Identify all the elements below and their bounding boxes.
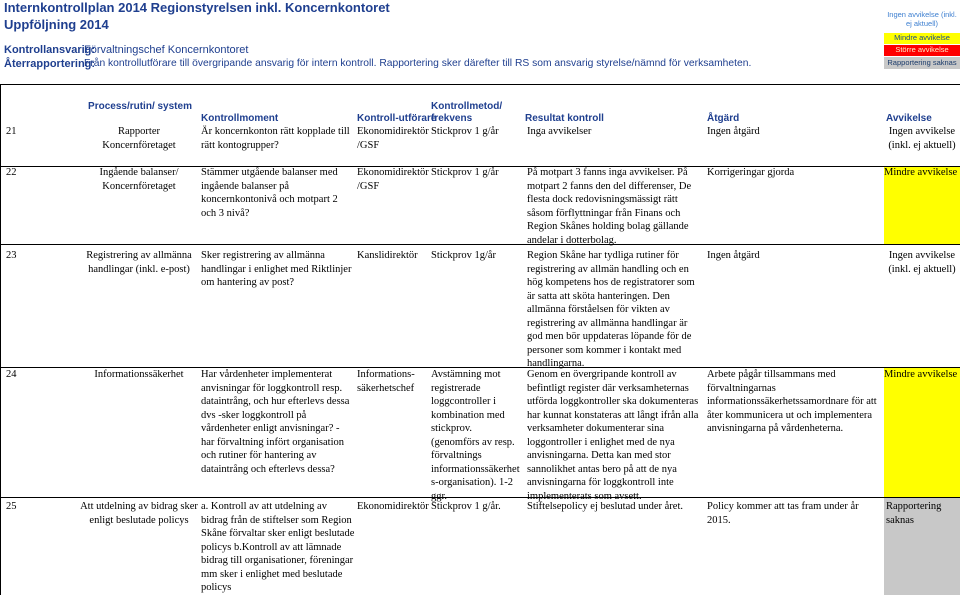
row-metod: Stickprov 1 g/år. [431, 501, 501, 512]
row-utforare: Kanslidirektör [357, 250, 418, 261]
legend-missing-report: Rapportering saknas [884, 57, 960, 69]
row-process: Att utdelning av bidrag sker enligt beslutade policys [80, 501, 198, 526]
row-utforare: Ekonomidirektör /GSF [357, 167, 429, 192]
row-avvikelse: Mindre avvikelse [884, 369, 958, 380]
row-moment: Stämmer utgående balanser med ingående balanser på koncernkontonivå och motpart 2 och 3 nivå? [201, 167, 338, 219]
col-header-utforare: Kontroll-utförare [357, 113, 437, 124]
row-resultat: Genom en övergripande kontroll av befintligt register där verksamheternas utförda loggkontroller ska dokumenteras har kunnat konstateras att långt ifrån alla verksamheter dokumenterar sina loggontroller i enlighet med de nya anvisningarna. Detta kan med stor sannolikhet antas bero på att de nya anvisningarna för loggkontroll inte implementerats som avsett. [527, 369, 699, 502]
row-avvikelse: Rapportering saknas [886, 501, 942, 526]
row-metod: Stickprov 1 g/år [431, 167, 499, 178]
row-utforare: Ekonomidirektör [357, 501, 429, 512]
ansvarig-label: Kontrollansvarig: [4, 44, 96, 56]
row-process: Rapporter Koncernföretaget [102, 126, 176, 151]
row-number: 25 [6, 501, 17, 512]
row-resultat: Inga avvikelser [527, 126, 592, 137]
row-process: Informationssäkerhet [94, 369, 184, 380]
ansvarig-value: Förvaltningschef Koncernkontoret [84, 44, 249, 56]
grid-left-border [0, 84, 1, 595]
row-number: 22 [6, 167, 17, 178]
col-header-atgard: Åtgärd [707, 113, 740, 124]
row-avvikelse: Ingen avvikelse (inkl. ej aktuell) [888, 250, 956, 275]
row-resultat: Region Skåne har tydliga rutiner för registrering av allmän handling och en hög kompetens hos de registratorer som är satta att sköta hanteringen. Den allmänna förståelsen för vikten av registrering av allmänna handlingar är god men bör uppdateras löpande för de personer som kommer i kontakt med handlingarna. [527, 250, 695, 369]
row-number: 24 [6, 369, 17, 380]
legend-no-deviation: Ingen avvikelse (inkl. ej aktuell) [884, 10, 960, 31]
row-utforare: Ekonomidirektör /GSF [357, 126, 429, 151]
row-avvikelse: Ingen avvikelse (inkl. ej aktuell) [888, 126, 956, 151]
grid-top-border [0, 84, 960, 85]
row-atgard: Arbete pågår tillsammans med förvaltningarnas informationssäkerhetssamordnare för att åter kommunicera ut och implementera anvisningarna på vårdenheterna. [707, 369, 877, 434]
grid-row-divider [0, 244, 960, 245]
row-atgard: Policy kommer att tas fram under år 2015. [707, 501, 859, 526]
rapport-value: Från kontrollutförare till övergripande ansvarig för intern kontroll. Rapportering sker därefter till RS som ansvarig styrelse/nämnd för verksamheten. [84, 58, 752, 69]
row-metod: Stickprov 1g/år [431, 250, 497, 261]
row-utforare: Informations-säkerhetschef [357, 369, 415, 394]
row-atgard: Ingen åtgärd [707, 126, 760, 137]
row-atgard: Korrigeringar gjorda [707, 167, 795, 178]
row-moment: Sker registrering av allmänna handlingar i enlighet med Riktlinjer om hantering av post? [201, 250, 352, 288]
row-resultat: Stiftelsepolicy ej beslutad under året. [527, 501, 683, 512]
row-moment: a. Kontroll av att utdelning av bidrag från de stiftelser som Region Skåne förvaltar sker enligt beslutade policys b.Kontroll av att lämnade bidrag till organisationer, föreningar mm sker i enlighet med beslutade policys [201, 501, 355, 593]
row-moment: Har vårdenheter implementerat anvisningar för loggkontroll resp. dataintrång, och hur efterlevs dessa dvs -sker loggkontroll på vårdenheter enligt anvisningar? - har förvaltning infört organisation och rutiner för hantering av dataintrång och efterlevs dessa? [201, 369, 350, 475]
col-header-process: Process/rutin/ system [88, 101, 192, 112]
document-title: Internkontrollplan 2014 Regionstyrelsen inkl. Koncernkontoret [4, 0, 390, 15]
row-process: Registrering av allmänna handlingar (inkl. e-post) [86, 250, 192, 275]
legend-major-deviation: Större avvikelse [884, 45, 960, 56]
row-metod: Avstämning mot registrerade loggcontroller i kombination med stickprov. (genomförs av resp. förvaltnings informationssäkerhet s-organisation). 1-2 ggr. [431, 369, 520, 502]
row-metod: Stickprov 1 g/år [431, 126, 499, 137]
row-process: Ingående balanser/ Koncernföretaget [99, 167, 179, 192]
document-subtitle: Uppföljning 2014 [4, 17, 109, 32]
col-header-avvikelse: Avvikelse [886, 113, 932, 124]
col-header-moment: Kontrollmoment [201, 113, 279, 124]
row-avvikelse: Mindre avvikelse [884, 167, 958, 178]
row-number: 21 [6, 126, 17, 137]
legend-minor-deviation: Mindre avvikelse [884, 33, 960, 44]
row-resultat: På motpart 3 fanns inga avvikelser. På motpart 2 fanns den del differenser, De flesta dock redovisningsmässigt rätt såsom förflyttningar från Finans och Region Skånes holding bolag gällande andelar i dotterbolag. [527, 167, 692, 246]
deviation-fill-row-24 [884, 367, 960, 497]
col-header-resultat: Resultat kontroll [525, 113, 604, 124]
rapport-label: Återrapportering: [4, 58, 96, 70]
row-moment: Är koncernkonton rätt kopplade till rätt kontogrupper? [201, 126, 350, 151]
row-atgard: Ingen åtgärd [707, 250, 760, 261]
row-number: 23 [6, 250, 17, 261]
col-header-metod: Kontrollmetod/ frekvens [431, 101, 503, 124]
